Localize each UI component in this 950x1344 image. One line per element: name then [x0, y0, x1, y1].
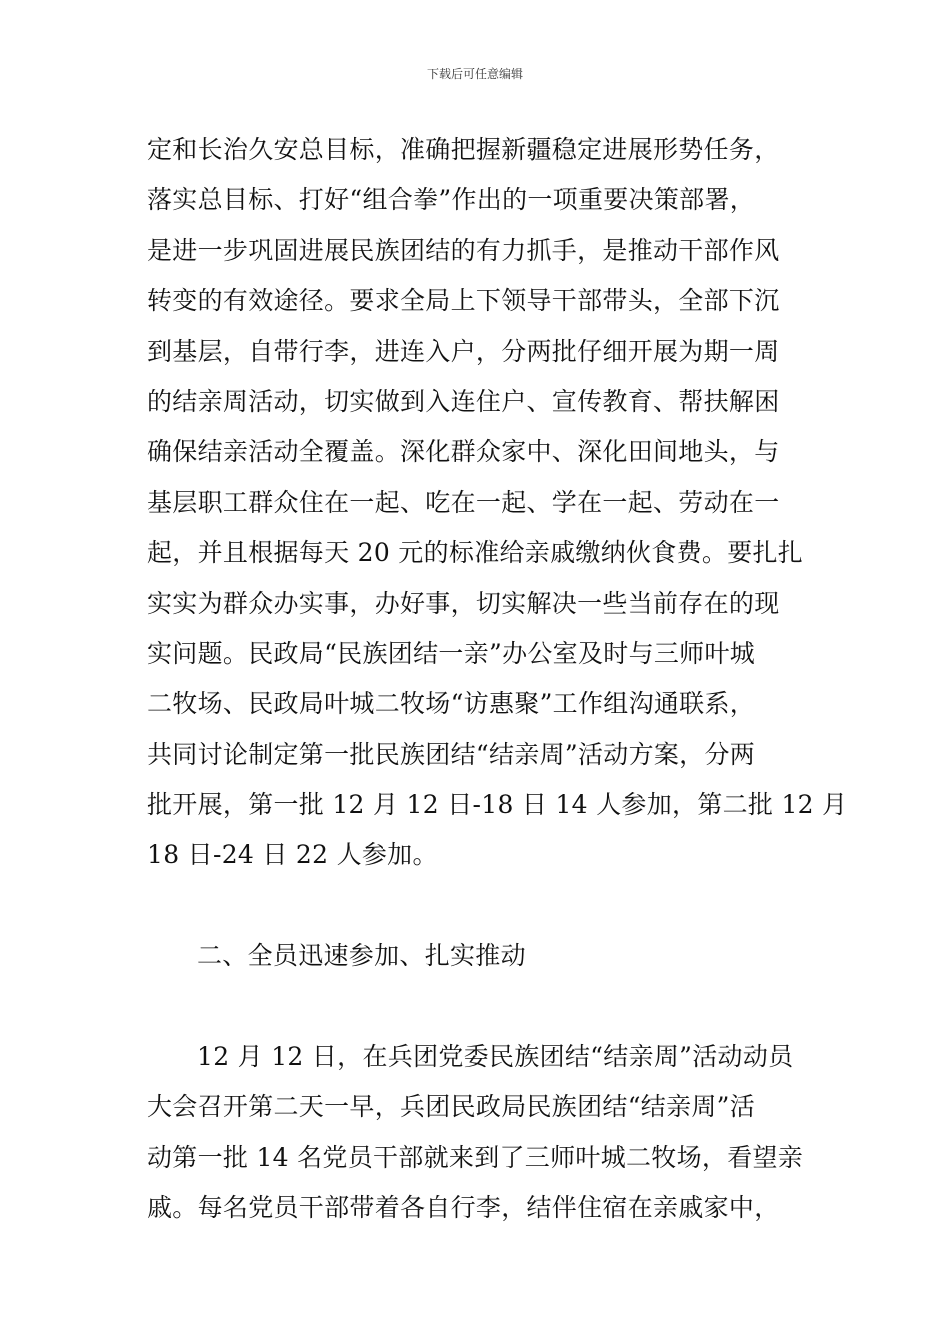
text-line: 批开展，第一批 12 月 12 日-18 日 14 人参加，第二批 12 月: [147, 790, 848, 820]
text-line: 二牧场、民政局叶城二牧场“访惠聚”工作组沟通联系，: [147, 689, 756, 719]
paragraph: [147, 1032, 807, 1234]
paragraph-spacer: [147, 881, 807, 931]
page-header-note: 下载后可任意编辑: [426, 67, 523, 81]
paragraph-spacer: [147, 982, 807, 1032]
document-body: [147, 125, 848, 1234]
text-line: 基层职工群众住在一起、吃在一起、学在一起、劳动在一: [147, 487, 780, 517]
text-line: 实实为群众办实事，办好事，切实解决一些当前存在的现: [147, 588, 780, 618]
text-line: 转变的有效途径。要求全局上下领导干部带头，全部下沉: [147, 286, 780, 316]
text-line: 戚。每名党员干部带着各自行李，结伴住宿在亲戚家中，: [147, 1193, 780, 1223]
text-line: 实问题。民政局“民族团结一亲”办公室及时与三师叶城: [147, 638, 756, 668]
text-line: 是进一步巩固进展民族团结的有力抓手，是推动干部作风: [147, 235, 780, 265]
section-heading: 二、全员迅速参加、扎实推动: [197, 941, 526, 971]
text-line: 起，并且根据每天 20 元的标准给亲戚缴纳伙食费。要扎扎: [147, 538, 804, 568]
text-line: 的结亲周活动，切实做到入连住户、宣传教育、帮扶解困: [147, 386, 780, 416]
paragraph: [147, 125, 848, 881]
text-line: 共同讨论制定第一批民族团结“结亲周”活动方案，分两: [147, 739, 756, 769]
text-line: 大会召开第二天一早，兵团民政局民族团结“结亲周”活: [147, 1092, 756, 1122]
text-line: 确保结亲活动全覆盖。深化群众家中、深化田间地头，与: [147, 437, 780, 467]
text-line: 定和长治久安总目标，准确把握新疆稳定进展形势任务，: [147, 135, 780, 164]
text-line: 落实总目标、打好“组合拳”作出的一项重要决策部署，: [147, 185, 756, 215]
text-line: 12 月 12 日，在兵团党委民族团结“结亲周”活动动员: [197, 1042, 794, 1072]
text-line: 到基层，自带行李，进连入户，分两批仔细开展为期一周: [147, 336, 780, 366]
text-line: 18 日-24 日 22 人参加。: [147, 840, 438, 870]
text-line: 动第一批 14 名党员干部就来到了三师叶城二牧场，看望亲: [147, 1142, 804, 1172]
